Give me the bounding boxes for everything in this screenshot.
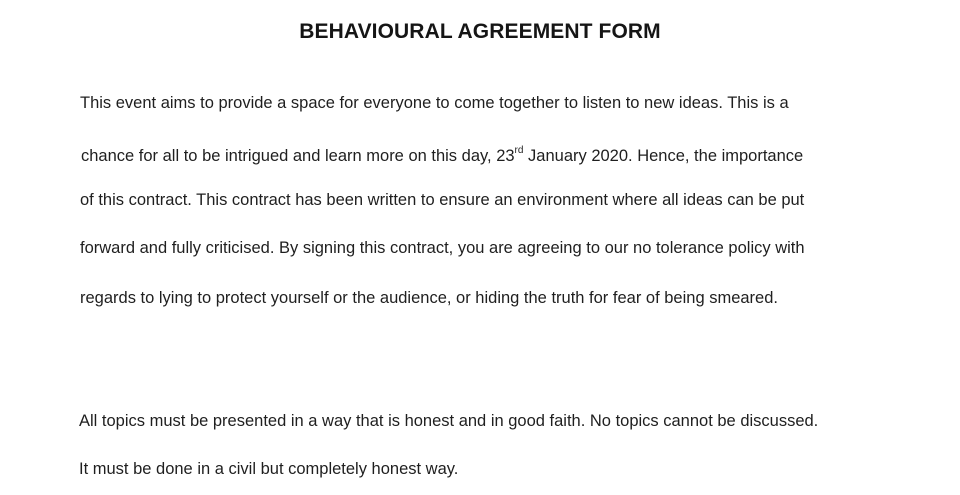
ordinal-suffix: rd bbox=[514, 145, 524, 156]
paragraph-2-line-1: All topics must be presented in a way that is honest and in good faith. No topics cannot be discussed. bbox=[79, 412, 819, 430]
paragraph-1-line-2-start: chance for all to be intrigued and learn more on this day, 23 bbox=[81, 147, 515, 165]
paragraph-1-line-2-end: January 2020. Hence, the importance bbox=[523, 147, 804, 165]
paragraph-1-line-3: of this contract. This contract has been written to ensure an environment where all ideas can be put bbox=[80, 191, 805, 209]
paragraph-1-line-5: regards to lying to protect yourself or the audience, or hiding the truth for fear of being smeared. bbox=[80, 289, 778, 307]
document-title: BEHAVIOURAL AGREEMENT FORM bbox=[299, 20, 661, 43]
paragraph-1-line-1: This event aims to provide a space for everyone to come together to listen to new ideas. This is a bbox=[80, 94, 789, 112]
paragraph-1-line-2 bbox=[81, 147, 803, 166]
paragraph-1-line-4: forward and fully criticised. By signing this contract, you are agreeing to our no tolerance policy with bbox=[80, 239, 805, 257]
paragraph-2-line-2: It must be done in a civil but completely honest way. bbox=[79, 460, 459, 478]
